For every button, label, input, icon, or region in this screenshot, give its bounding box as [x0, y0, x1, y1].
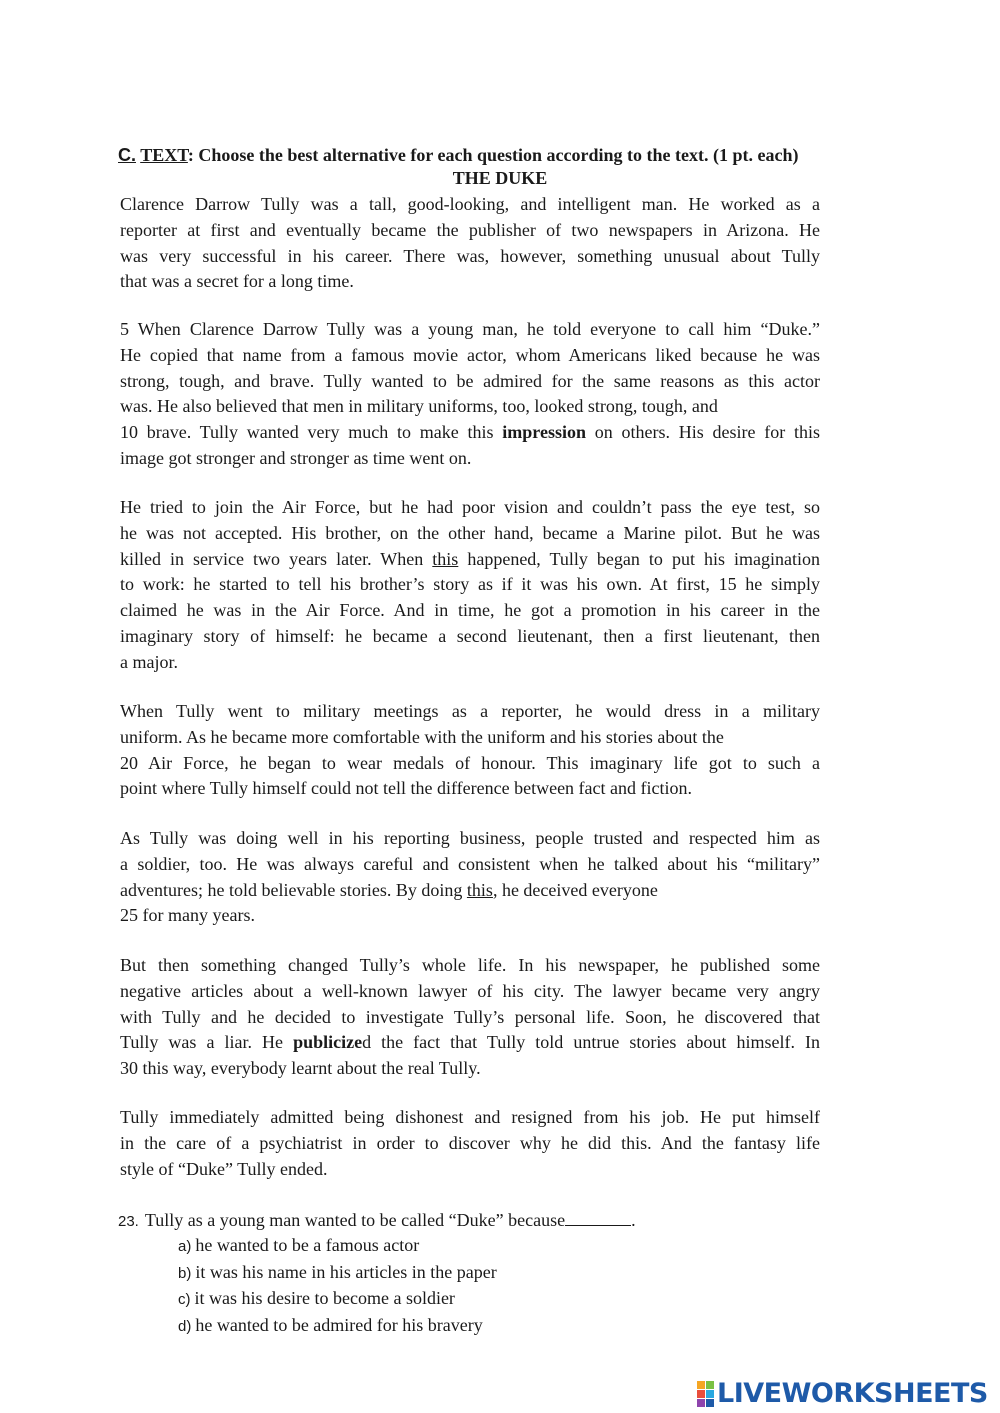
paragraph-6: [120, 953, 820, 1082]
liveworksheets-logo: [697, 1379, 988, 1409]
logo-text: LIVEWORKSHEETS: [717, 1378, 988, 1409]
answer-options: [178, 1233, 678, 1339]
paragraph-line: When Tully went to military meetings as a reporter, he would dress in a military: [120, 701, 820, 721]
section-instruction: : Choose the best alternative for each question according to the text. (1 pt. each): [187, 145, 799, 165]
option-letter: b): [178, 1264, 192, 1282]
line-text: on others. His desire for this: [585, 422, 821, 443]
option-letter: c): [178, 1291, 191, 1308]
question-end: .: [631, 1210, 636, 1230]
option-letter: d): [178, 1317, 192, 1335]
line-text: adventures; he told believable stories. By doing: [120, 879, 467, 900]
paragraph-line: But then something changed Tully’s whole life. In his newspaper, he published some: [120, 955, 820, 975]
logo-square: [706, 1381, 714, 1389]
option-text: he wanted to be admired for his bravery: [195, 1314, 483, 1335]
line-text: 10 brave. Tully wanted very much to make this: [120, 422, 503, 443]
paragraph-line: was. He also believed that men in military uniforms, too, looked strong, tough, and: [120, 396, 718, 417]
paragraph-line: a major.: [120, 651, 178, 672]
reference-word-this: this: [432, 548, 459, 569]
option-text: it was his name in his articles in the paper: [195, 1261, 497, 1282]
paragraph-line: He copied that name from a famous movie actor, whom Americans liked because he was: [120, 344, 820, 365]
paragraph-line: Clarence Darrow Tully was a tall, good-looking, and intelligent man. He worked as a: [120, 194, 820, 214]
paragraph-line: He tried to join the Air Force, but he had poor vision and couldn’t pass the eye test, so: [120, 497, 820, 517]
question-23: [118, 1208, 878, 1235]
line-text: Tully was a liar. He: [120, 1032, 294, 1053]
paragraph-line: 30 this way, everybody learnt about the real Tully.: [120, 1058, 481, 1079]
option-text: it was his desire to become a soldier: [194, 1288, 455, 1308]
option-text: he wanted to be a famous actor: [195, 1235, 420, 1255]
line-text: killed in service two years later. When: [120, 548, 433, 569]
paragraph-line: in the care of a psychiatrist in order to discover why he did this. And the fantasy life: [120, 1132, 820, 1153]
paragraph-line: 25 for many years.: [120, 905, 255, 926]
vocab-word-publicize: publicize: [293, 1032, 363, 1053]
paragraph-line: a soldier, too. He was always careful and consistent when he talked about his “military”: [120, 853, 820, 874]
paragraph-line: image got stronger and stronger as time went on.: [120, 447, 472, 468]
option-b[interactable]: [178, 1260, 678, 1287]
reference-word-this: this: [466, 879, 493, 900]
paragraph-7: [120, 1105, 820, 1182]
paragraph-line: negative articles about a well-known lawyer of his city. The lawyer became very angry: [120, 980, 820, 1001]
paragraph-line: strong, tough, and brave. Tully wanted to be admired for the same reasons as this actor: [120, 370, 820, 391]
paragraph-line: Tully immediately admitted being dishonest and resigned from his job. He put himself: [120, 1107, 820, 1127]
paragraph-line: was very successful in his career. There was, however, something unusual about Tully: [120, 245, 820, 266]
section-header: [118, 144, 888, 166]
line-text: happened, Tully began to put his imagination: [458, 548, 821, 569]
paragraph-3: [120, 495, 820, 676]
paragraph-2: [120, 317, 820, 472]
paragraph-line: reporter at first and eventually became the publisher of two newspapers in Arizona. He: [120, 219, 820, 240]
option-letter: a): [178, 1238, 192, 1255]
logo-square: [697, 1399, 705, 1407]
paragraph-line: imaginary story of himself: he became a second lieutenant, then a first lieutenant, then: [120, 625, 820, 646]
paragraph-line: [120, 420, 820, 446]
paragraph-1: [120, 192, 820, 295]
line-text: , he deceived everyone: [492, 879, 658, 900]
paragraph-line: [120, 1030, 820, 1056]
paragraph-line: to work: he started to tell his brother’s story as if it was his own. At first, 15 he simply: [120, 574, 820, 595]
paragraph-line: As Tully was doing well in his reporting business, people trusted and respected him as: [120, 828, 820, 848]
liveworksheets-logo-icon: [697, 1381, 714, 1407]
option-d[interactable]: [178, 1313, 678, 1340]
option-a[interactable]: [178, 1233, 678, 1260]
option-c[interactable]: [178, 1286, 678, 1313]
paragraph-4: [120, 699, 820, 802]
paragraph-line: 20 Air Force, he began to wear medals of honour. This imaginary life got to such a: [120, 752, 820, 773]
paragraph-line: uniform. As he became more comfortable with the uniform and his stories about the: [120, 726, 724, 747]
answer-blank[interactable]: [565, 1209, 631, 1226]
paragraph-line: with Tully and he decided to investigate Tully’s personal life. Soon, he discovered that: [120, 1006, 820, 1027]
paragraph-line: 5 When Clarence Darrow Tully was a young man, he told everyone to call him “Duke.”: [120, 319, 820, 339]
paragraph-line: point where Tully himself could not tell the difference between fact and fiction.: [120, 778, 693, 799]
paragraph-line: [120, 878, 820, 904]
question-stem: Tully as a young man wanted to be called “Duke” because: [144, 1210, 566, 1230]
logo-square: [706, 1399, 714, 1407]
logo-square: [697, 1381, 705, 1389]
reading-title: THE DUKE: [452, 168, 548, 188]
paragraph-line: claimed he was in the Air Force. And in time, he got a promotion in his career in the: [120, 600, 820, 621]
logo-square: [697, 1390, 705, 1398]
paragraph-line: that was a secret for a long time.: [120, 271, 354, 292]
paragraph-line: style of “Duke” Tully ended.: [120, 1158, 328, 1179]
logo-square: [706, 1390, 714, 1398]
section-letter: C.: [118, 145, 136, 165]
section-word: TEXT: [140, 145, 188, 165]
vocab-word-impression: impression: [502, 422, 586, 443]
question-number: 23.: [118, 1213, 139, 1230]
line-text: d the fact that Tully told untrue stories about himself. In: [362, 1032, 820, 1053]
paragraph-5: [120, 826, 820, 929]
paragraph-line: he was not accepted. His brother, on the other hand, became a Marine pilot. But he was: [120, 522, 820, 543]
paragraph-line: [120, 547, 820, 573]
